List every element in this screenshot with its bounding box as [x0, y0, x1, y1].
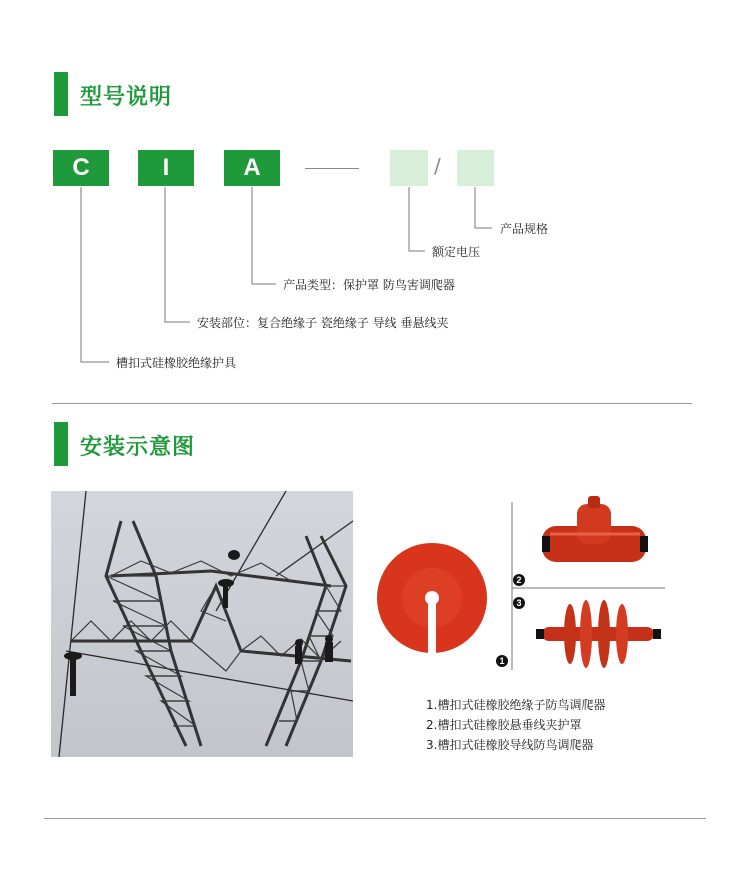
section-accent-bar — [54, 422, 68, 466]
transmission-tower-photo — [51, 491, 353, 757]
bottom-divider — [44, 818, 706, 819]
legend-item-2: 2.槽扣式硅橡胶悬垂线夹护罩 — [426, 718, 582, 732]
badge-1: 1 — [496, 655, 508, 667]
section-title-model: 型号说明 — [80, 85, 173, 110]
label-product-name: 槽扣式硅橡胶绝缘护具 — [116, 356, 237, 370]
label-product-type: 产品类型：保护罩 防鸟害调爬器 — [283, 278, 455, 292]
code-box-i: I — [138, 150, 194, 186]
label-rated-voltage: 额定电压 — [432, 245, 481, 259]
bird-guard-disc-icon — [377, 543, 487, 653]
label-install-position: 安装部位：复合绝缘子 瓷绝缘子 导线 垂悬线夹 — [197, 316, 449, 330]
code-box-c: C — [53, 150, 109, 186]
badge-3: 3 — [513, 597, 525, 609]
clamp-cover-icon — [542, 496, 648, 562]
connector-lines — [0, 0, 750, 400]
code-slash: / — [434, 154, 441, 178]
conductor-guard-icon — [536, 600, 661, 668]
badge-2: 2 — [513, 574, 525, 586]
section-title-install: 安装示意图 — [80, 435, 196, 460]
label-product-spec: 产品规格 — [500, 222, 549, 236]
legend-item-3: 3.槽扣式硅橡胶导线防鸟调爬器 — [426, 738, 594, 752]
code-box-a: A — [224, 150, 280, 186]
section-divider — [52, 403, 692, 404]
legend-item-1: 1.槽扣式硅橡胶绝缘子防鸟调爬器 — [426, 698, 606, 712]
